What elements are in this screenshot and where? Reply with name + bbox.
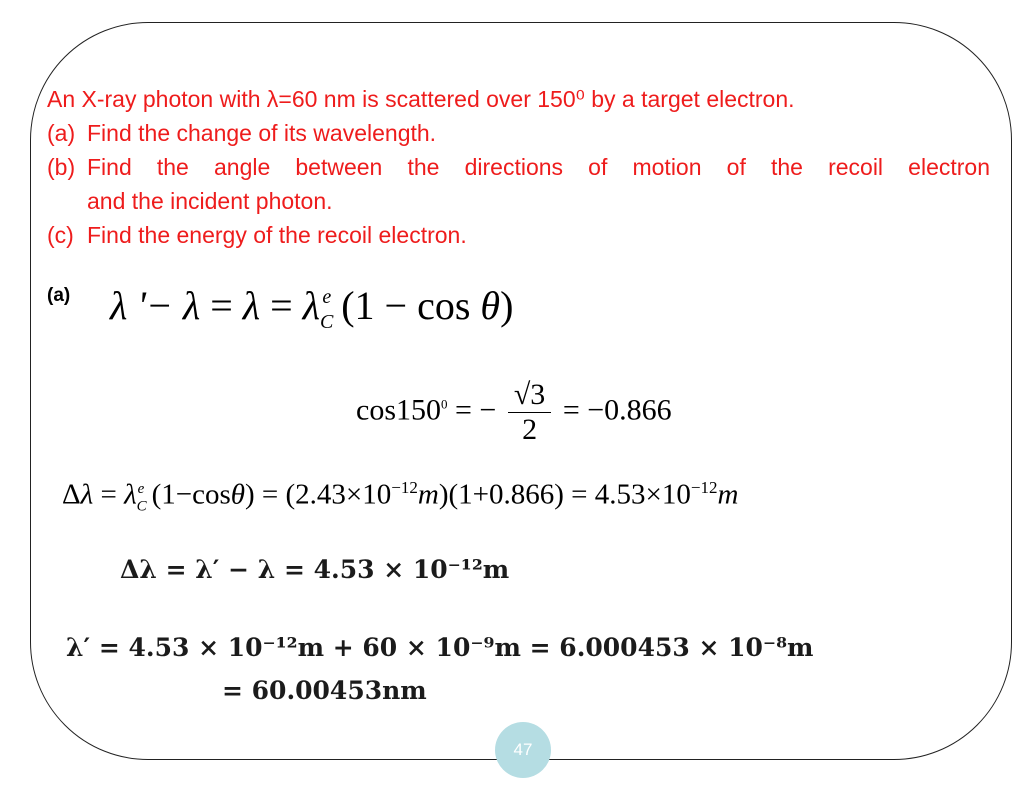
cos-value: −0.866 — [587, 393, 672, 427]
problem-item-a — [47, 116, 990, 150]
problem-statement — [47, 82, 990, 252]
delta-lambda-calculation: $\Delta\lambda = \lambda_C^e$ $(1-\cos\theta) = (2.43\times 10^{-12}m)(1+0.866) = 4.53\times 10^{-12}m$ — [62, 478, 739, 515]
item-label: (a) — [47, 120, 76, 146]
compton-formula: λ '− $\lambda = \lambda = \lambda_C^e$ (1 − cos θ) — [110, 283, 514, 333]
item-text: and the incident photon. — [87, 188, 333, 214]
part-label: (a) — [47, 285, 71, 306]
lambda-prime-nm: = 60.00453nm — [222, 676, 427, 705]
problem-item-b — [47, 150, 990, 184]
item-label: (c) — [47, 222, 74, 248]
delta-lambda-result: Δλ = λ′ − λ = 4.53 × 10⁻¹²m — [120, 555, 510, 584]
item-label: (b) — [47, 154, 76, 180]
problem-intro-text: An X-ray photon with λ=60 nm is scattered over 150⁰ by a target electron. — [47, 86, 795, 112]
problem-item-b-cont — [47, 184, 990, 218]
item-text: Find the angle between the directions of motion of the recoil electron — [87, 154, 990, 180]
lambda-prime-equation: λ′ = 4.53 × 10⁻¹²m + 60 × 10⁻⁹m = 6.000453 × 10⁻⁸m — [66, 633, 814, 662]
page-number-badge: 47 — [495, 722, 551, 778]
problem-item-c — [47, 218, 990, 252]
item-text: Find the change of its wavelength. — [87, 120, 437, 146]
item-text: Find the energy of the recoil electron. — [87, 222, 467, 248]
cos-equation: $\cos 150^0$ = − $\frac{√3}{2}$ = −0.866 — [356, 378, 672, 446]
problem-intro — [47, 82, 990, 116]
